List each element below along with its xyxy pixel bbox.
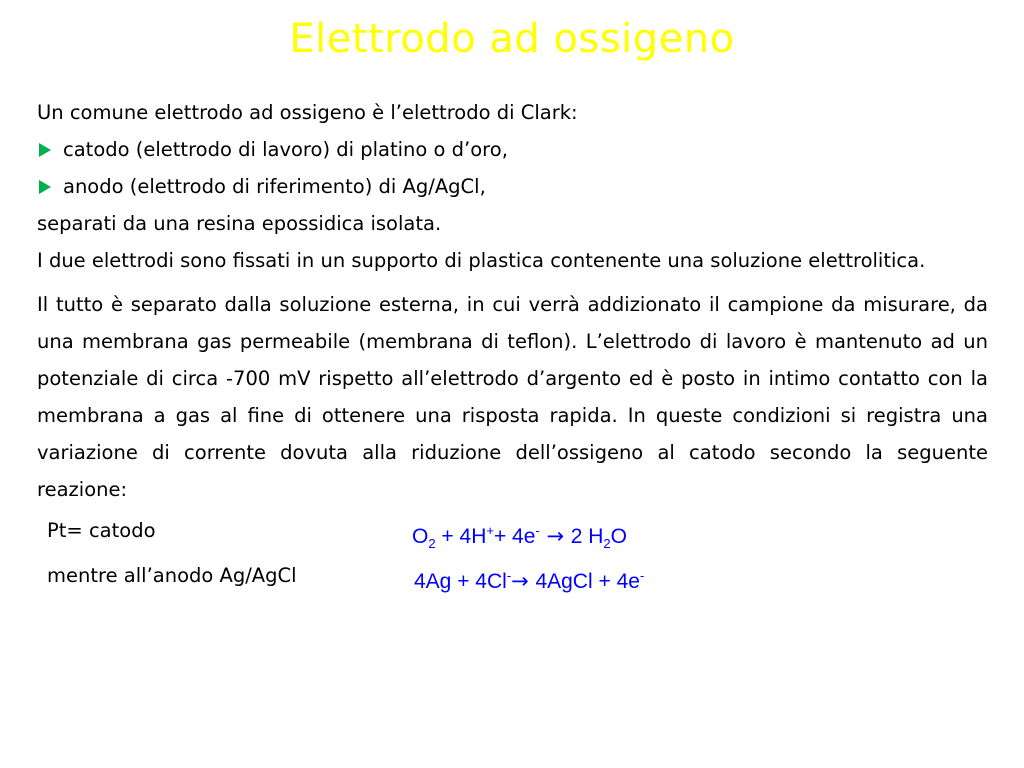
arrowhead-bullet-icon <box>39 143 51 157</box>
slide-body <box>37 94 988 598</box>
bullet-item-anode <box>37 168 988 205</box>
arrow-icon: → <box>539 524 571 548</box>
arrowhead-bullet-icon <box>39 180 51 194</box>
paragraph-support: I due elettrodi sono fissati in un supporto di plastica contenente una soluzione elettrolitica. <box>37 249 926 272</box>
bullet-text: catodo (elettrodo di lavoro) di platino o d’oro, <box>63 138 508 161</box>
separated-line: separati da una resina epossidica isolata. <box>37 212 442 235</box>
slide-title: Elettrodo ad ossigeno <box>289 16 735 62</box>
bullet-item-cathode <box>37 131 988 168</box>
equation-label: mentre all’anodo Ag/AgCl <box>47 564 297 587</box>
anode-reaction: 4Ag + 4Cl-→ 4AgCl + 4e- <box>414 568 645 593</box>
equation-label: Pt= catodo <box>47 519 156 542</box>
equation-row-cathode <box>37 508 988 553</box>
arrow-icon: → <box>511 569 536 593</box>
equation-row-anode <box>37 553 988 598</box>
cathode-reaction: $O_2 + 4H^++ 4e^- \to 2$ $H_2O$ <box>412 523 627 552</box>
paragraph-description: Il tutto è separato dalla soluzione esterna, in cui verrà addizionato il campione da misurare, da una membrana gas permeabile (membrana di teflon). L’elettrodo di lavoro è mantenuto ad un potenziale di circa -700 mV rispetto all’elettrodo d’argento ed è posto in intimo contatto con la membrana a gas al fine di ottenere una risposta rapida. In queste condizioni si registra una variazione di corrente dovuta alla riduzione dell’ossigeno al catodo secondo la seguente reazione: <box>37 293 988 501</box>
intro-line: Un comune elettrodo ad ossigeno è l’elettrodo di Clark: <box>37 101 578 124</box>
bullet-text: anodo (elettrodo di riferimento) di Ag/AgCl, <box>63 175 486 198</box>
